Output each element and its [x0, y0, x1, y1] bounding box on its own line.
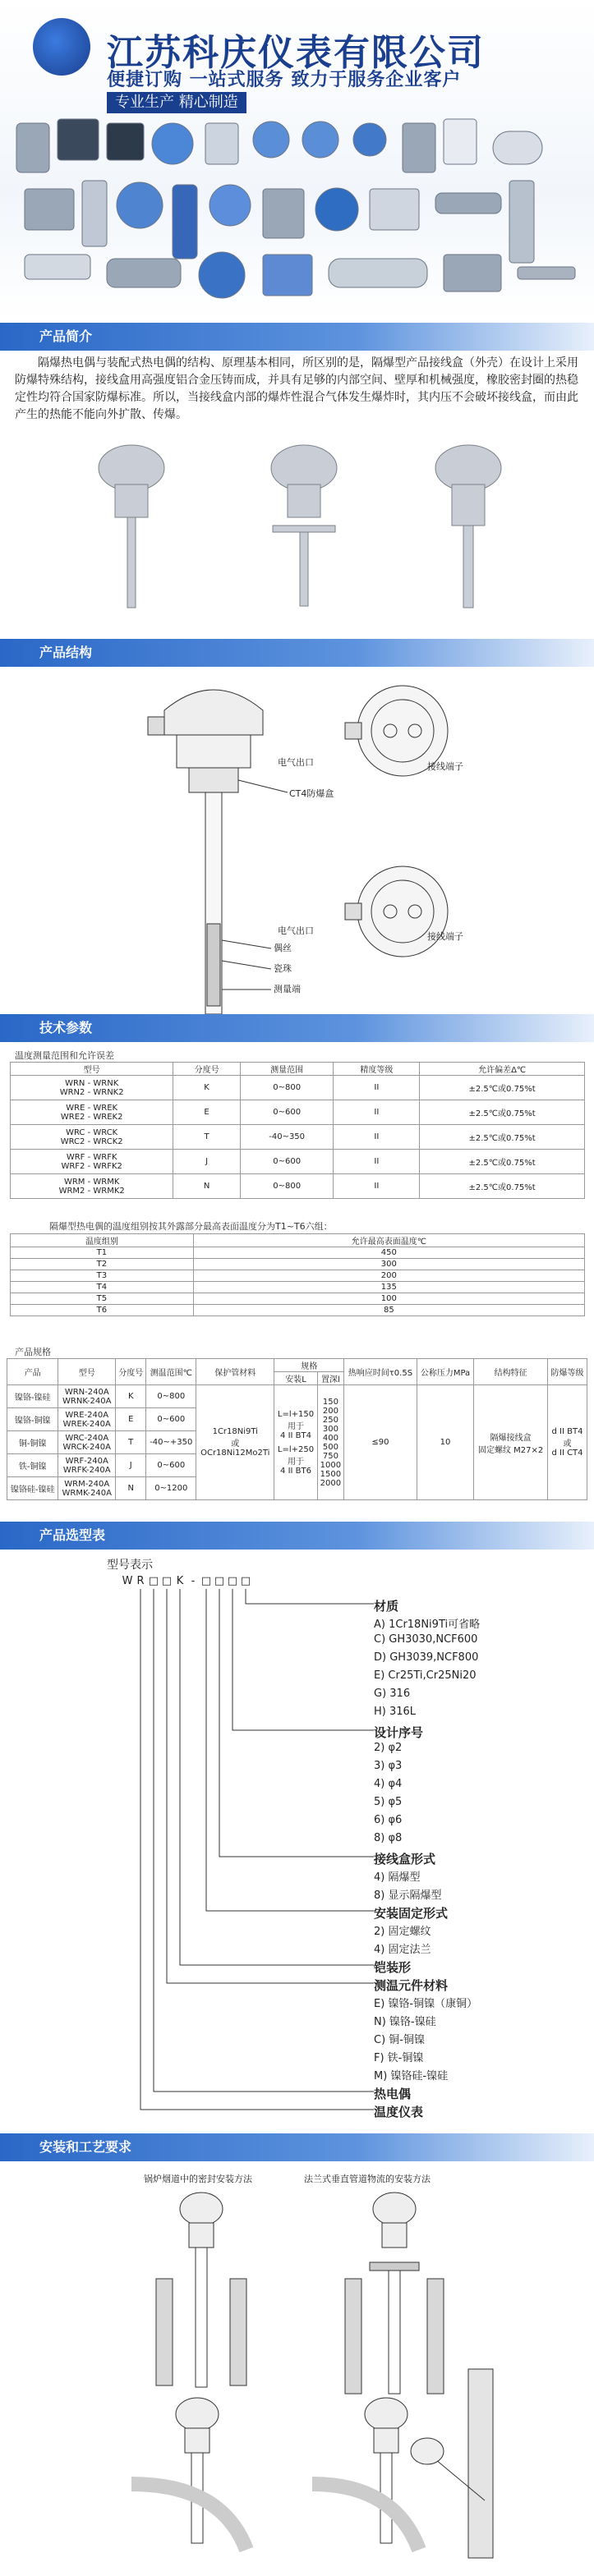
collage-item: [370, 189, 419, 230]
table-cell: ±2.5℃或0.75%t: [420, 1125, 585, 1150]
table-cell: [317, 1385, 343, 1500]
selection-option: C) 铜-铜镍: [374, 2034, 425, 2046]
table-cell: 100: [193, 1293, 584, 1305]
table-cell: 450: [193, 1247, 584, 1259]
section-title-tech: 技术参数: [39, 1020, 93, 1035]
table-row: [11, 1259, 585, 1270]
table-cell: 0~800: [240, 1076, 334, 1100]
table-header-cell: 测温范围℃: [146, 1359, 196, 1385]
depth-value: 1000: [320, 1460, 342, 1470]
product-collage: [8, 115, 583, 316]
table-cell: T5: [11, 1293, 194, 1305]
selection-option: 6) φ6: [374, 1814, 403, 1826]
install-caption-1: 锅炉烟道中的密封安装方法: [144, 2174, 252, 2184]
table-header-cell: 精度等级: [334, 1063, 420, 1076]
selection-option: M) 镍铬硅-镍硅: [374, 2070, 449, 2082]
selection-option: D) GH3039,NCF800: [374, 1651, 479, 1664]
collage-item: [353, 123, 386, 156]
table-cell: E: [116, 1408, 146, 1431]
table-cell: WRE - WREK WRE2 - WREK2: [11, 1100, 173, 1125]
model-code-char: □: [148, 1575, 159, 1587]
table-header-cell: 产品: [7, 1359, 58, 1385]
selection-option: 3) φ3: [374, 1760, 403, 1772]
selection-group-title: 安装固定形式: [374, 1906, 449, 1921]
company-logo: [33, 18, 90, 76]
table-cell: 镍铬-镍硅: [7, 1385, 58, 1408]
collage-item: [493, 131, 542, 164]
table-cell: T2: [11, 1259, 194, 1270]
install-caption-2: 法兰式垂直管道物流的安装方法: [304, 2174, 431, 2184]
table-header-cell: 安装L: [274, 1372, 317, 1385]
install-length-note: L=l+150 用于 4 II BT4: [277, 1409, 315, 1440]
table-header-cell: 温度组别: [11, 1234, 194, 1247]
table-cell: ±2.5℃或0.75%t: [420, 1100, 585, 1125]
selection-option: 2) φ2: [374, 1742, 403, 1754]
selection-group-title: 热电偶: [374, 2087, 412, 2101]
table-cell: K: [173, 1076, 240, 1100]
table-header-cell: 分度号: [116, 1359, 146, 1385]
terminal-diagram-bottom: [320, 862, 485, 969]
product-photos: [58, 435, 550, 616]
selection-option: C) GH3030,NCF600: [374, 1633, 478, 1646]
table-cell: T: [173, 1125, 240, 1150]
selection-option: 4) φ4: [374, 1778, 403, 1790]
table-cell: II: [334, 1076, 420, 1100]
table-header-cell: 型号: [58, 1359, 116, 1385]
selection-group-title: 设计序号: [374, 1725, 424, 1740]
selection-leader-line: [219, 1589, 374, 1857]
install-diagram-3: [131, 2398, 246, 2550]
table-cell: d II BT4 或 d II CT4: [548, 1385, 587, 1500]
section-title-install: 安装和工艺要求: [39, 2139, 132, 2155]
model-code-char: R: [136, 1575, 145, 1587]
table-cell: 0~800: [146, 1385, 196, 1408]
company-tag: 专业生产 精心制造: [107, 92, 246, 113]
table-cell: J: [173, 1150, 240, 1174]
collage-item: [16, 123, 49, 172]
depth-value: 400: [322, 1433, 338, 1443]
selection-option: 4) 隔爆型: [374, 1871, 421, 1884]
table-cell: WRM - WRMK WRM2 - WRMK2: [11, 1174, 173, 1199]
section-bar-structure: [0, 639, 594, 667]
table-header-row: [11, 1234, 585, 1247]
table2-caption: 隔爆型热电偶的温度组别按其外露部分最高表面温度分为T1~T6六组：: [49, 1221, 333, 1232]
table-cell: ±2.5℃或0.75%t: [420, 1076, 585, 1100]
depth-value: 250: [322, 1415, 338, 1425]
table-cell: N: [116, 1477, 146, 1500]
collage-item: [253, 122, 289, 158]
install-diagram-4: [312, 2398, 419, 2550]
table-cell: -40~350: [240, 1125, 334, 1150]
table-cell: J: [116, 1454, 146, 1477]
collage-item: [82, 181, 107, 246]
model-code-char: W: [122, 1575, 133, 1587]
collage-item: [263, 189, 304, 238]
company-slogan: 便捷订购 一站式服务 致力于服务企业客户: [107, 70, 462, 90]
table-cell: [274, 1385, 317, 1500]
table-header-row: [11, 1063, 585, 1076]
selection-option: 8) φ8: [374, 1832, 403, 1844]
table-cell: 1Cr18Ni9Ti 或 OCr18Ni12Mo2Ti: [196, 1385, 274, 1500]
table-cell: 铜-铜镍: [7, 1431, 58, 1454]
table-cell: 300: [193, 1259, 584, 1270]
section-bar-intro: [0, 323, 594, 351]
table-cell: WRF-240A WRFK-240A: [58, 1454, 116, 1477]
table-cell: 铁-铜镍: [7, 1454, 58, 1477]
model-notation-title: 型号表示: [107, 1559, 153, 1572]
collage-item: [315, 188, 358, 231]
label-terminal-2: 接线端子: [427, 931, 463, 942]
table-header-cell: 防爆等级: [548, 1359, 587, 1385]
selection-option: 4) 固定法兰: [374, 1944, 431, 1956]
table-cell: II: [334, 1150, 420, 1174]
collage-item: [199, 252, 245, 298]
table-header-cell: 保护管材料: [196, 1359, 274, 1385]
collage-item: [173, 185, 197, 259]
install-diagram-5: [411, 2369, 493, 2558]
table-cell: 135: [193, 1282, 584, 1293]
table-cell: T1: [11, 1247, 194, 1259]
product-photo: [99, 445, 164, 608]
selection-lines: [115, 1589, 378, 2131]
table-cell: WRE-240A WREK-240A: [58, 1408, 116, 1431]
table-row: [11, 1282, 585, 1293]
selection-leader-line: [233, 1589, 374, 1730]
table-cell: 0~600: [146, 1408, 196, 1431]
table-cell: II: [334, 1174, 420, 1199]
label-outlet-2: 电气出口: [278, 925, 314, 936]
selection-option: 8) 显示隔爆型: [374, 1890, 442, 1902]
model-code-char: □: [200, 1575, 212, 1587]
label-porcelain: 瓷珠: [274, 963, 292, 974]
table-cell: WRN-240A WRNK-240A: [58, 1385, 116, 1408]
table-header-cell: 公称压力MPa: [417, 1359, 474, 1385]
range-table: [10, 1062, 585, 1199]
table-row: [11, 1150, 585, 1174]
intro-paragraph: 隔爆热电偶与装配式热电偶的结构、原理基本相同，所区别的是，隔爆型产品接线盒（外壳）在设计上采用防爆特殊结构，接线盒用高强度铝合金压铸而成，并具有足够的内部空间、壁厚和机械强度，橡胶密封圈的热稳定性均符合国家防爆标准。所以，当接线盒内部的爆炸性混合气体发生爆炸时，其内压不会破坏接线盒，而由此产生的热能不能向外扩散、传爆。: [15, 356, 578, 421]
collage-item: [509, 181, 534, 263]
table-cell: 镍铬-铜镍: [7, 1408, 58, 1431]
selection-leader-line: [154, 1589, 374, 2092]
install-length-note: L=l+250 用于 4 II BT6: [277, 1444, 315, 1476]
collage-item: [107, 123, 144, 160]
table-cell: ±2.5℃或0.75%t: [420, 1174, 585, 1199]
selection-leader-line: [206, 1589, 374, 1911]
spec-table: [7, 1358, 587, 1500]
label-hot-end: 测量端: [274, 984, 301, 994]
selection-option: G) 316: [374, 1687, 411, 1700]
table-cell: WRM-240A WRMK-240A: [58, 1477, 116, 1500]
depth-value: 500: [322, 1442, 338, 1452]
collage-item: [263, 255, 312, 296]
selection-option: 2) 固定螺纹: [374, 1926, 431, 1938]
selection-group-title: 接线盒形式: [374, 1852, 436, 1867]
selection-option: H) 316L: [374, 1706, 417, 1718]
table-cell: 85: [193, 1305, 584, 1316]
table-header-cell: 测量范围: [240, 1063, 334, 1076]
collage-item: [403, 123, 435, 172]
install-diagram-1: [156, 2193, 246, 2387]
table-header-cell: 允许最高表面温度℃: [193, 1234, 584, 1247]
table-cell: 镍铬硅-镍硅: [7, 1477, 58, 1500]
collage-item: [117, 182, 163, 228]
table-row: [7, 1385, 587, 1408]
label-terminal: 接线端子: [427, 761, 463, 772]
selection-option: E) 镍铬-铜镍（康铜）: [374, 1998, 478, 2010]
selection-group-title: 材质: [374, 1599, 399, 1614]
collage-item: [25, 189, 74, 230]
table-cell: II: [334, 1100, 420, 1125]
model-code-char: -: [191, 1575, 196, 1587]
table-cell: 200: [193, 1270, 584, 1282]
collage-item: [302, 122, 338, 158]
selection-option: E) Cr25Ti,Cr25Ni20: [374, 1669, 477, 1682]
table-cell: WRC - WRCK WRC2 - WRCK2: [11, 1125, 173, 1150]
table-row: [11, 1076, 585, 1100]
table-cell: 隔爆接线盒 固定螺纹 M27×2: [474, 1385, 548, 1500]
collage-item: [152, 123, 193, 164]
collage-item: [518, 267, 575, 279]
table-row: [11, 1305, 585, 1316]
label-outlet: 电气出口: [278, 757, 314, 768]
table-cell: T6: [11, 1305, 194, 1316]
table-cell: T4: [11, 1282, 194, 1293]
table1-caption: 温度测量范围和允许误差: [15, 1050, 114, 1061]
table-cell: 0~800: [240, 1174, 334, 1199]
selection-group-title: 温度仪表: [374, 2105, 424, 2119]
table-header-cell: 热响应时间τ0.5S: [344, 1359, 417, 1385]
table-header-cell: 型号: [11, 1063, 173, 1076]
table-row: [11, 1100, 585, 1125]
section-title-intro: 产品简介: [39, 328, 93, 344]
table-header-cell: 规格: [274, 1359, 344, 1372]
selection-leader-line: [167, 1589, 374, 1983]
selection-leader-line: [140, 1589, 374, 2110]
table-cell: -40~+350: [146, 1431, 196, 1454]
selection-group-title: 测温元件材料: [374, 1978, 449, 1993]
temperature-group-table: [10, 1233, 585, 1316]
table-cell: ≤90: [344, 1385, 417, 1500]
label-ct4: CT4防爆盒: [289, 788, 334, 799]
table-row: [11, 1293, 585, 1305]
model-code-char: □: [161, 1575, 173, 1587]
depth-value: 750: [322, 1451, 338, 1461]
model-code-char: □: [240, 1575, 251, 1587]
table-cell: 0~600: [146, 1454, 196, 1477]
model-code-char: □: [227, 1575, 238, 1587]
table-cell: 10: [417, 1385, 474, 1500]
collage-item: [25, 255, 90, 279]
product-photo: [271, 445, 337, 606]
table-header-row: [7, 1359, 587, 1372]
section-bar-selection: [0, 1522, 594, 1550]
table-cell: WRF - WRFK WRF2 - WRFK2: [11, 1150, 173, 1174]
product-photo: [435, 445, 501, 608]
selection-group-title: 铠装形: [374, 1960, 412, 1975]
section-title-selection: 产品选型表: [39, 1527, 106, 1543]
table-cell: E: [173, 1100, 240, 1125]
selection-option: F) 铁-铜镍: [374, 2052, 424, 2064]
collage-item: [435, 193, 501, 214]
section-bar-install: [0, 2133, 594, 2161]
table-cell: N: [173, 1174, 240, 1199]
depth-value: 300: [322, 1424, 338, 1434]
collage-item: [205, 123, 238, 164]
table-row: [11, 1125, 585, 1150]
table-cell: ±2.5℃或0.75%t: [420, 1150, 585, 1174]
table-cell: WRC-240A WRCK-240A: [58, 1431, 116, 1454]
selection-leader-line: [246, 1589, 374, 1604]
table-cell: K: [116, 1385, 146, 1408]
table-header-cell: 置深l: [317, 1372, 343, 1385]
model-code-char: K: [176, 1575, 184, 1587]
table-cell: II: [334, 1125, 420, 1150]
table-row: [11, 1247, 585, 1259]
model-code-char: □: [214, 1575, 225, 1587]
selection-leader-line: [180, 1589, 374, 1965]
selection-option: 5) φ5: [374, 1796, 403, 1808]
table-cell: T: [116, 1431, 146, 1454]
depth-value: 200: [322, 1406, 338, 1416]
table-row: [11, 1174, 585, 1199]
section-bar-tech: [0, 1014, 594, 1042]
table-header-cell: 允许偏差Δ℃: [420, 1063, 585, 1076]
table-cell: 0~600: [240, 1100, 334, 1125]
collage-item: [444, 255, 501, 292]
table3-caption: 产品规格: [15, 1347, 51, 1357]
table-cell: T3: [11, 1270, 194, 1282]
collage-item: [210, 185, 251, 226]
collage-item: [107, 259, 181, 287]
table-cell: 0~1200: [146, 1477, 196, 1500]
install-diagram-2: [345, 2193, 444, 2394]
table-header-cell: 结构特征: [474, 1359, 548, 1385]
depth-value: 1500: [320, 1469, 342, 1479]
collage-item: [444, 119, 477, 164]
collage-item: [58, 119, 99, 160]
table-cell: WRN - WRNK WRN2 - WRNK2: [11, 1076, 173, 1100]
company-name: 江苏科庆仪表有限公司: [107, 32, 485, 74]
selection-option: N) 镍铬-镍硅: [374, 2016, 436, 2028]
table-header-cell: 分度号: [173, 1063, 240, 1076]
table-row: [11, 1270, 585, 1282]
install-diagrams: [123, 2188, 518, 2566]
depth-value: 150: [322, 1397, 338, 1407]
selection-option: A) 1Cr18Ni9Ti可省略: [374, 1619, 481, 1631]
collage-item: [329, 259, 427, 287]
depth-value: 2000: [320, 1478, 342, 1488]
label-wire: 偶丝: [274, 943, 292, 953]
table-cell: 0~600: [240, 1150, 334, 1174]
section-title-structure: 产品结构: [39, 645, 93, 660]
